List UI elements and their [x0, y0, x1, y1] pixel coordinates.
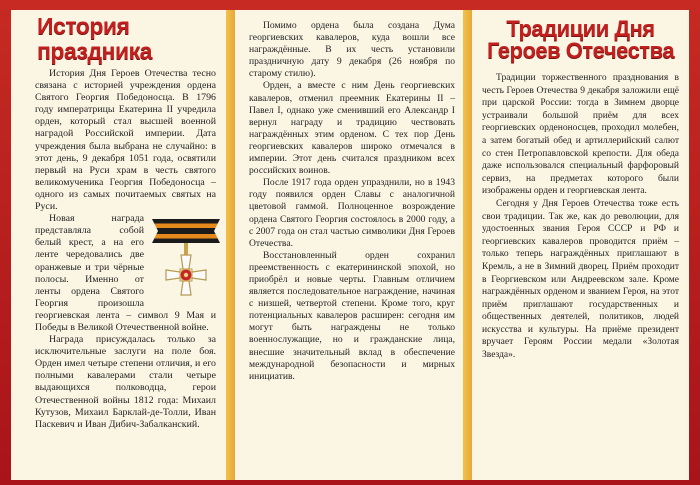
history-paragraph-1: История Дня Героев Отечества тесно связана с историей учреждения ордена Святого Георгия Победоносца. В 1796 году императрицы Екатерина II учредила орден, который стал высшей военной наградой Российской империи. Дата учреждения была выбрана не случайно: в этот день, 9 декабря 1051 года, освятили первый на Руси храм в честь святого великомученика Георгия Победоносца – одного из самых почитаемых святых на Руси. — [35, 68, 216, 213]
middle-paragraph-4: Восстановленный орден сохранил преемственность с екатерининской эпохой, но приобрёл и новые черты. Главным отличием является последовательное награждение, начиная с низшей, четвертой степени. Кроме того, круг потенциальных кавалеров расширен: сегодня им могут быть награждены не только военнослужащие, но и гражданские лица, внесшие значительный вклад в обеспечение международной безопасности и мирных инициатив. — [249, 249, 455, 382]
traditions-column — [472, 10, 689, 480]
column-divider-right — [463, 10, 472, 480]
history-title: История праздника — [37, 13, 152, 64]
middle-paragraph-2: Орден, а вместе с ним День георгиевских кавалеров, отменил преемник Екатерины II – Павел I, однако уже сменивший его Александр I вернул награду и традицию чествовать награждённых этим орденом. С тех пор День георгиевских кавалеров широко отмечался в империи. Этот день считался праздником всех российских воинов. — [249, 80, 455, 177]
traditions-title — [482, 18, 679, 62]
history-paragraph-2: Новая награда представляла собой белый крест, а на его ленте чередовались две оранжевые и три чёрные полосы. Именно от ленты ордена Святого Георгия произошла георгиевская лента – символ 9 Мая и Победы в Великой Отечественной войне. — [35, 213, 216, 333]
order-of-st-george-icon — [150, 215, 222, 297]
traditions-title-line-1: Традиции Дня — [506, 16, 655, 41]
middle-column — [235, 10, 463, 480]
history-paragraph-3: Награда присуждалась только за исключительные заслуги на поле боя. Орден имел четыре степени отличия, и его полными кавалерами стали четыре выдающихся полководца, герои Отечественной войны 1812 года: Михаил Кутузов, Михаил Барклай-де-Толли, Иван Паскевич и Иван Дибич-Забалканский. — [35, 334, 216, 430]
traditions-paragraph-1: Традиции торжественного празднования в честь Героев Отечества 9 декабря заложили ещё при царской России: тогда в Зимнем дворце устраивали большой приём для всех георгиевских орденоносцев, проходил молебен, а затем богатый обед и артиллерийский салют со стен Петропавловской крепости. Для обеда даже использовался специальный фарфоровый сервиз, на предметах которого были изображены орден и георгиевская лента. — [482, 73, 679, 197]
column-divider-left — [226, 10, 235, 480]
traditions-title-line-2: Героев Отечества — [486, 38, 675, 63]
history-column — [11, 10, 226, 480]
middle-paragraph-3: После 1917 года орден упразднили, но в 1943 году появился орден Славы с аналогичной цветовой гаммой. Полноценное возрождение ордена Святого Георгия состоялось в 2000 году, а с 2007 года он стал частью символики Дня Героев Отечества. — [249, 177, 455, 249]
middle-paragraph-1: Помимо ордена была создана Дума георгиевских кавалеров, куда вошли все награждённые. В их честь установили праздничную дату 9 декабря (26 ноября по старому стилю). — [249, 20, 455, 80]
traditions-paragraph-2: Сегодня у Дня Героев Отечества тоже есть свои традиции. Так же, как до революции, для удостоенных звания Героя СССР и РФ и георгиевских кавалеров проводится приём – только теперь награждённых приглашают в Кремль, а не в Зимний дворец. Приём проходит в Георгиевском или Андреевском зале. Кроме награждённых орденом и званием Героя, на этот приём приглашают государственных и общественных деятелей, политиков, людей искусства и культуры. На приёме президент вручает Героям России медали «Золотая Звезда». — [482, 198, 679, 361]
